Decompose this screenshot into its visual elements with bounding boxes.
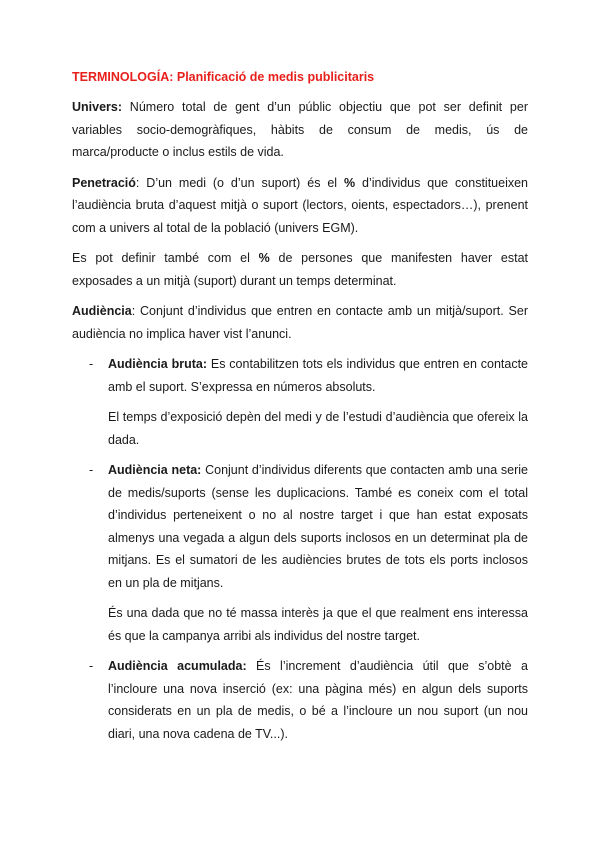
document-page bbox=[72, 66, 528, 753]
definition-penetracio-part2: d’individus que constitueixen l’audiència bruta d’aquest mitjà o suport (lectors, oients, espectadors…), prenent com a univers al total de la població (univers EGM). bbox=[72, 175, 528, 235]
list-item-audiencia-bruta bbox=[72, 353, 528, 451]
definition-audiencia-bruta: Es contabilitzen tots els individus que entren en contacte amb el suport. S’expressa en números absoluts. bbox=[108, 357, 529, 394]
definition-penetracio-part1: : D’un medi (o d’un suport) és el bbox=[135, 175, 344, 190]
item-definition bbox=[108, 459, 528, 594]
penetracio-extra-part1: Es pot definir també com el bbox=[72, 251, 259, 265]
term-audiencia-neta: Audiència neta: bbox=[108, 463, 202, 477]
paragraph-univers bbox=[72, 96, 528, 164]
list-dash: - bbox=[89, 463, 94, 477]
paragraph-audiencia bbox=[72, 300, 528, 345]
term-penetracio: Penetració bbox=[72, 175, 136, 190]
definition-audiencia-acumulada: És l’increment d’audiència útil que s’obtè a l’incloure una nova inserció (ex: una pàgina més) en algun dels suports considerats en un pla de medis, o bé a l’incloure un nou suport (un nou diari, una nova cadena de TV...). bbox=[108, 659, 528, 741]
list-dash: - bbox=[89, 659, 94, 673]
percent-symbol: % bbox=[258, 251, 270, 265]
document-title: TERMINOLOGÍA: Planificació de medis publicitaris bbox=[72, 70, 375, 84]
list-item-audiencia-neta bbox=[72, 459, 528, 647]
item-definition bbox=[108, 353, 528, 398]
item-definition bbox=[108, 655, 528, 745]
paragraph-penetracio bbox=[72, 172, 528, 240]
list-dash: - bbox=[89, 357, 94, 371]
paragraph-penetracio-extra bbox=[72, 247, 528, 292]
definition-audiencia: : Conjunt d’individus que entren en contacte amb un mitjà/suport. Ser audiència no implica haver vist l’anunci. bbox=[72, 304, 528, 341]
definition-univers: Número total de gent d’un públic objectiu que pot ser definit per variables socio-demogràfiques, hàbits de consum de medis, ús de marca/producte o inclus estils de vida. bbox=[72, 100, 528, 159]
term-univers: Univers: bbox=[72, 100, 123, 114]
term-audiencia-bruta: Audiència bruta: bbox=[108, 357, 208, 371]
item-note: El temps d’exposició depèn del medi y de l’estudi d’audiència que ofereix la dada. bbox=[108, 410, 528, 447]
definition-audiencia-neta: Conjunt d’individus diferents que contacten amb una serie de medis/suports (sense les duplicacions. També es coneix com el total d’individus perteneixent o no al nostre target i que han estat exposats almenys una vegada a algun dels suports inclosos en un determinat pla de mitjans. Es el sumatori de les audiències brutes de tots els ports inclosos en un pla de mitjans. bbox=[108, 463, 528, 590]
term-audiencia: Audiència bbox=[72, 304, 132, 318]
list-item-audiencia-acumulada bbox=[72, 655, 528, 745]
item-note: És una dada que no té massa interès ja que el que realment ens interessa és que la campanya arribi als individus del nostre target. bbox=[108, 606, 528, 643]
audience-types-list bbox=[72, 353, 528, 745]
percent-symbol: % bbox=[343, 175, 356, 190]
term-audiencia-acumulada: Audiència acumulada: bbox=[108, 659, 247, 673]
penetracio-extra-part2: de persones que manifesten haver estat exposades a un mitjà (suport) durant un temps determinat. bbox=[72, 251, 528, 288]
